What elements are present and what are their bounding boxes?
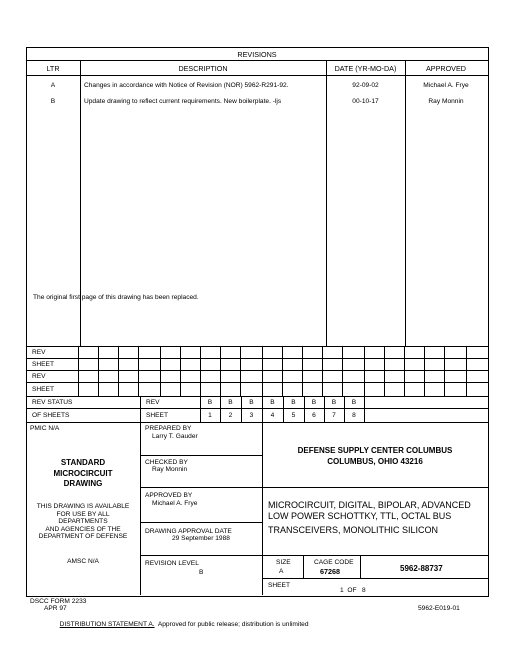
revision-description: Changes in accordance with Notice of Revision (NOR) 5962-R291-92. xyxy=(84,82,289,89)
rev-status-cell: B xyxy=(249,399,254,406)
drawing-title-line1: MICROCIRCUIT, DIGITAL, BIPOLAR, ADVANCED xyxy=(268,500,471,510)
size-label: SIZE xyxy=(276,559,291,566)
sheet-number-cell: 1 xyxy=(208,412,212,419)
sheet-of-value: 1 OF 8 xyxy=(340,587,366,594)
distribution-text: Approved for public release; distribution is unlimited xyxy=(154,621,309,628)
agency-address: COLUMBUS, OHIO 43216 xyxy=(327,457,423,466)
rev-status-label: REV STATUS xyxy=(32,399,73,406)
prepared-by-name: Larry T. Gauder xyxy=(152,433,198,440)
sheet-number-cell: 4 xyxy=(270,412,275,419)
col-description-header: DESCRIPTION xyxy=(178,64,228,73)
sheet-number-cell: 2 xyxy=(228,412,233,419)
distribution-label: DISTRIBUTION STATEMENT A. xyxy=(59,621,155,628)
revision-approved: Ray Monnin xyxy=(428,98,464,105)
grid-sheet-label: SHEET xyxy=(32,361,54,368)
of-sheets-label: OF SHEETS xyxy=(32,412,70,419)
sheet-sub-label: SHEET xyxy=(146,412,168,419)
revision-date: 92-09-02 xyxy=(352,82,379,89)
amsc-label: AMSC N/A xyxy=(67,558,99,565)
revision-description: Update drawing to reflect current requirements. New boilerplate. -ljs xyxy=(84,98,282,105)
distribution-statement xyxy=(56,613,309,629)
revision-level-value: B xyxy=(199,569,204,576)
revision-approved: Michael A. Frye xyxy=(423,82,469,89)
availability-statement: THIS DRAWING IS AVAILABLE FOR USE BY ALL DEPARTMENTS AND AGENCIES OF THE DEPARTMENT OF DEFENSE xyxy=(36,503,130,541)
drawing-number: 5962-88737 xyxy=(400,564,443,573)
rev-sub-label: REV xyxy=(146,399,160,406)
rev-status-cell: B xyxy=(351,399,357,406)
approved-by-name: Michael A. Frye xyxy=(152,500,198,507)
col-approved-header: APPROVED xyxy=(426,64,466,73)
form-date: APR 97 xyxy=(44,605,67,612)
sheet-number-cell: 5 xyxy=(291,412,296,419)
rev-status-cell: B xyxy=(270,399,275,406)
size-value: A xyxy=(279,568,284,575)
checked-by-name: Ray Monnin xyxy=(152,466,188,473)
checked-by-label: CHECKED BY xyxy=(145,459,188,466)
form-number: DSCC FORM 2233 xyxy=(30,598,87,605)
approved-by-label: APPROVED BY xyxy=(145,492,193,499)
grid-sheet-label: SHEET xyxy=(32,386,54,393)
grid-rev-label: REV xyxy=(32,349,46,356)
revision-date: 00-10-17 xyxy=(352,98,379,105)
rev-status-cell: B xyxy=(331,399,337,406)
drawing-title-line3: TRANSCEIVERS, MONOLITHIC SILICON xyxy=(268,525,439,535)
cage-code-value: 67268 xyxy=(320,567,340,576)
document-id: 5962-E019-01 xyxy=(418,605,460,612)
sheet-number-cell: 6 xyxy=(312,412,316,419)
approval-date-value: 29 September 1988 xyxy=(172,535,230,542)
standard-drawing-title: STANDARD MICROCIRCUIT DRAWING xyxy=(53,458,113,488)
approval-date-label: DRAWING APPROVAL DATE xyxy=(145,528,232,535)
rev-status-cell: B xyxy=(228,399,233,406)
revision-level-label: REVISION LEVEL xyxy=(145,560,199,567)
agency-name: DEFENSE SUPPLY CENTER COLUMBUS xyxy=(297,446,453,455)
sheet-number-cell: 8 xyxy=(352,412,356,419)
sheet-label: SHEET xyxy=(268,582,290,589)
prepared-by-label: PREPARED BY xyxy=(145,425,192,432)
revision-ltr: B xyxy=(50,98,56,105)
revisions-title: REVISIONS xyxy=(237,50,277,59)
rev-status-cell: B xyxy=(207,399,213,406)
replacement-note: The original first page of this drawing has been replaced. xyxy=(33,294,199,301)
rev-status-cell: B xyxy=(311,399,317,406)
sheet-number-cell: 3 xyxy=(249,412,254,419)
drawing-title-line2: LOW POWER SCHOTTKY, TTL, OCTAL BUS xyxy=(268,511,452,521)
pmic-label: PMIC N/A xyxy=(30,425,60,432)
revision-ltr: A xyxy=(50,82,56,89)
col-ltr-header: LTR xyxy=(46,64,60,73)
cage-code-label: CAGE CODE xyxy=(314,559,354,566)
rev-status-cell: B xyxy=(291,399,296,406)
grid-rev-label: REV xyxy=(32,373,46,380)
sheet-number-cell: 7 xyxy=(332,412,336,419)
col-date-header: DATE (YR-MO-DA) xyxy=(334,64,397,73)
